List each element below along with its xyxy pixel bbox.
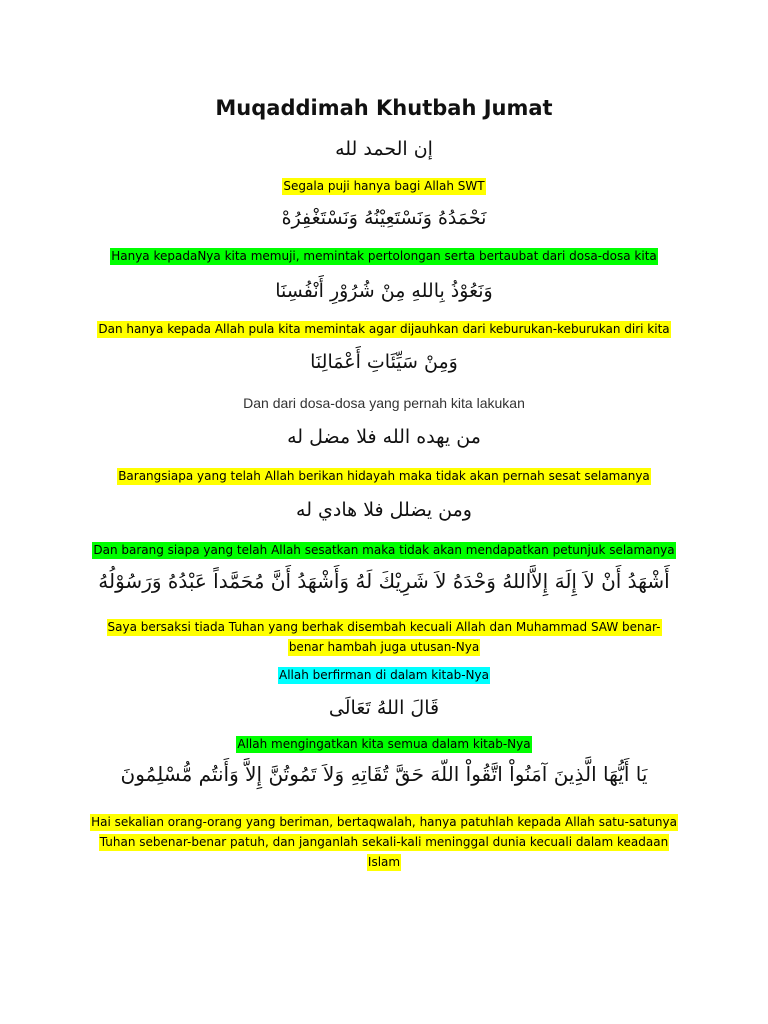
- translation-line: [0, 321, 768, 338]
- translation-line: [0, 736, 768, 753]
- translation-highlight: Hanya kepadaNya kita memuji, memintak pertolongan serta bertaubat dari dosa-dosa kita: [111, 249, 657, 263]
- translation-highlight: Dan barang siapa yang telah Allah sesatkan maka tidak akan mendapatkan petunjuk selamanya: [93, 543, 675, 557]
- translation-highlight: Segala puji hanya bagi Allah SWT: [283, 179, 485, 193]
- translation-highlight: Hai sekalian orang-orang yang beriman, bertaqwalah, hanya patuhlah kepada Allah satu-satunya Tuhan sebenar-benar patuh, dan janganlah sekali-kali meninggal dunia kecuali dalam keadaan Islam: [91, 815, 677, 869]
- translation-highlight: Saya bersaksi tiada Tuhan yang berhak disembah kecuali Allah dan Muhammad SAW benar-benar hambah juga utusan-Nya: [107, 620, 661, 654]
- arabic-line: نَحْمَدُهُ وَنَسْتَعِيْنُهُ وَنَسْتَغْفِرُهْ: [281, 207, 487, 229]
- arabic-opening-line: إن الحمد لله: [335, 138, 433, 160]
- translation-line: [0, 617, 768, 657]
- translation-line: [0, 468, 768, 485]
- translation-highlight: Dan hanya kepada Allah pula kita memintak agar dijauhkan dari keburukan-keburukan diri kita: [98, 322, 670, 336]
- translation-line-plain: Dan dari dosa-dosa yang pernah kita lakukan: [243, 395, 525, 411]
- arabic-line: وَمِنْ سَيِّئَاتِ أَعْمَالِنَا: [310, 351, 458, 373]
- translation-highlight: Allah berfirman di dalam kitab-Nya: [279, 668, 489, 682]
- document-title: Muqaddimah Khutbah Jumat: [215, 96, 553, 120]
- translation-line: [0, 542, 768, 559]
- arabic-line: ومن يضلل فلا هادي له: [296, 499, 472, 521]
- translation-line: [0, 178, 768, 195]
- arabic-shahada-line: أَشْهَدُ أَنْ لاَ إِلَهَ إِلاَّاللهُ وَحْدَهُ لاَ شَرِيْكَ لَهُ وَأَشْهَدُ أَنَّ مُحَمَّداً عَبْدُهُ وَرَسُوْلُهُ: [98, 569, 670, 593]
- translation-highlight: Allah mengingatkan kita semua dalam kitab-Nya: [237, 737, 531, 751]
- translation-line: [0, 812, 768, 872]
- translation-highlight: Barangsiapa yang telah Allah berikan hidayah maka tidak akan pernah sesat selamanya: [118, 469, 650, 483]
- arabic-verse-line: يَا أَيُّهَا الَّذِينَ آمَنُواْ اتَّقُواْ اللّهَ حَقَّ تُقَاتِهِ وَلاَ تَمُوتُنَّ إِلاَّ وَأَنتُم مُّسْلِمُونَ: [120, 762, 648, 786]
- arabic-line: من يهده الله فلا مضل له: [287, 426, 481, 448]
- arabic-line: وَنَعُوْذُ بِاللهِ مِنْ شُرُوْرِ أَنْفُسِنَا: [275, 280, 493, 302]
- arabic-line: قَالَ اللهُ تَعَالَى: [328, 697, 440, 719]
- translation-line: [0, 248, 768, 265]
- translation-line: [0, 667, 768, 684]
